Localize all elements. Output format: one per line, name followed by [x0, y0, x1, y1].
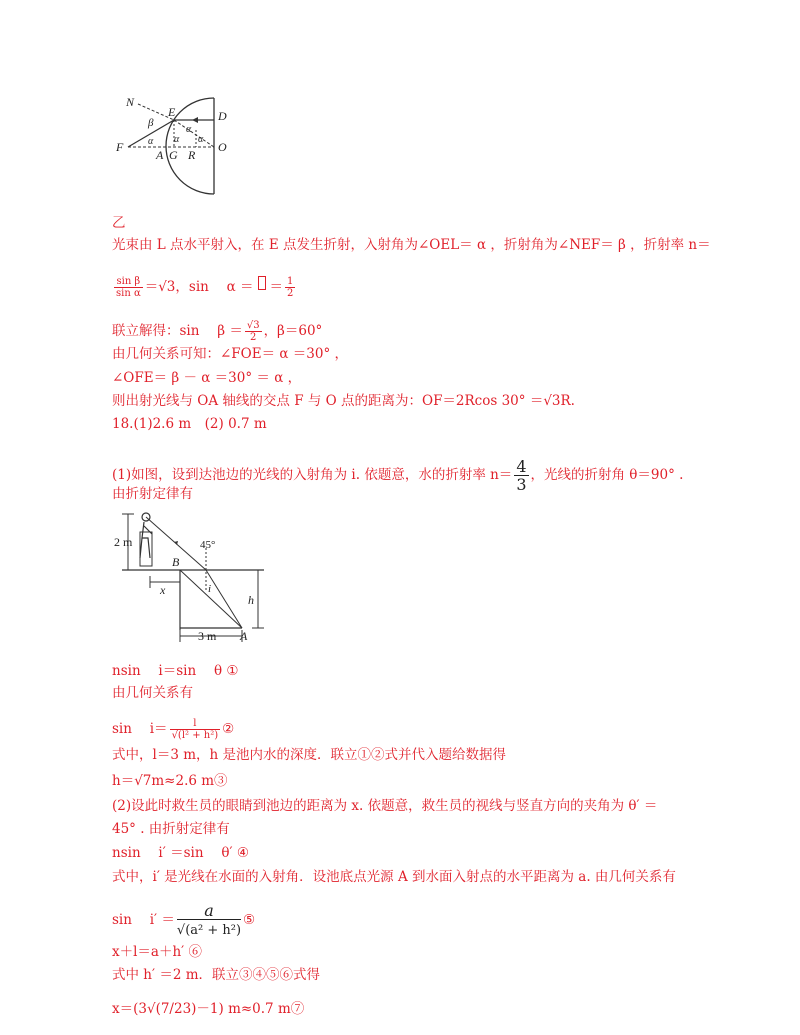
label-alpha-1: α [186, 124, 192, 135]
text-line-15: (2)设此时救生员的眼睛到池边的距离为 x. 依题意，救生员的视线与竖直方向的夹角为 θ′ ＝ [112, 798, 658, 814]
fraction-half: $\frac{1}{2}$ [287, 276, 294, 299]
label-F: F [116, 140, 124, 154]
label-O: O [218, 140, 227, 154]
text-line-18: 式中，i′ 是光线在水面的入射角．设池底点光源 A 到水面入射点的水平距离为 a. 由几何关系有 [112, 869, 676, 885]
label-x: x [160, 583, 166, 597]
lifeguard-body [140, 522, 152, 558]
label-i: i [208, 583, 212, 595]
text-line-5: ∠OFE＝ β － α ＝30° ＝ α ， [112, 370, 302, 386]
label-R: R [188, 148, 196, 162]
text-line-17: nsin i′ ＝sin θ′ ④ [112, 845, 249, 861]
text-line-6: 则出射光线与 OA 轴线的交点 F 与 O 点的距离为：OF＝2Rcos 30° ＝√3R. [112, 393, 575, 409]
text-line-13: 式中，l＝3 m，h 是池内水的深度．联立①②式并代入题给数据得 [112, 747, 506, 763]
text-line-12: sin i＝ $\frac{l}{\text{√(l² + h²)}}$ ② [112, 718, 235, 741]
label-alpha-2: α [148, 136, 154, 147]
text-line-2: $\frac{\text{sin β}}{\text{sin α}}$ ＝√3，sin α ＝ ＝ $\frac{1}{2}$ [116, 276, 294, 299]
label-D: D [218, 109, 227, 123]
text-line-21: 式中 h′ ＝2 m．联立③④⑤⑥式得 [112, 967, 321, 983]
text-line-16: 45° . 由折射定律有 [112, 821, 230, 837]
fraction-l-sqrt: $\frac{l}{\text{√(l² + h²)}}$ [171, 718, 219, 741]
label-45: 45° [200, 539, 216, 551]
text-line-1: 光束由 L 点水平射入，在 E 点发生折射，入射角为∠OEL＝ α ，折射角为∠NEF＝ β ，折射率 n＝ [112, 237, 711, 253]
label-N: N [126, 95, 135, 109]
label-alpha-4: α [198, 134, 204, 145]
label-3m: 3 m [198, 629, 217, 643]
fraction-a-sqrt: $\frac{a}{\text{√(a² + h²)}}$ [176, 901, 242, 938]
text-line-9: 由折射定律有 [112, 486, 193, 502]
label-B: B [172, 555, 180, 569]
label-E: E [168, 105, 176, 119]
caption-yi: 乙 [112, 215, 126, 231]
fraction-sqrt3-2: $\frac{√3}{2}$ [246, 320, 260, 343]
placeholder-box [258, 276, 266, 290]
label-beta: β [148, 117, 154, 129]
label-A: A [240, 629, 248, 643]
text-line-22: x＝(3√(7/23)－1) m≈0.7 m⑦ [112, 1001, 305, 1017]
label-A: A [156, 148, 164, 162]
text-line-11: 由几何关系有 [112, 685, 193, 701]
text-line-8: (1)如图，设到达池边的光线的入射角为 i. 依题意，水的折射率 n＝ $\frac{4}{3}$ ，光线的折射角 θ＝90° . [112, 457, 684, 494]
label-G: G [169, 148, 178, 162]
label-2m: 2 m [114, 535, 133, 549]
text-line-4: 由几何关系可知：∠FOE＝ α ＝30° ， [112, 346, 349, 362]
fraction-4-3: $\frac{4}{3}$ [516, 457, 527, 494]
text-line-20: x＋l＝a＋h′ ⑥ [112, 944, 203, 960]
pool-figure [114, 508, 274, 650]
label-alpha-3: α [174, 134, 180, 145]
arrow-icon [192, 117, 198, 123]
refraction-figure [112, 92, 242, 202]
text-line-10: nsin i＝sin θ ① [112, 663, 239, 679]
fraction-sinb-sina: $\frac{\text{sin β}}{\text{sin α}}$ [116, 276, 141, 299]
label-h: h [248, 593, 254, 607]
text-line-14: h＝√7m≈2.6 m③ [112, 773, 228, 789]
answer-18: 18.(1)2.6 m (2) 0.7 m [112, 416, 267, 432]
text-line-19: sin i′ ＝ $\frac{a}{\text{√(a² + h²)}}$ ⑤ [112, 901, 256, 938]
text-line-3: 联立解得：sin β ＝ $\frac{√3}{2}$ ，β＝60° [112, 320, 323, 343]
radius-line [174, 120, 214, 147]
